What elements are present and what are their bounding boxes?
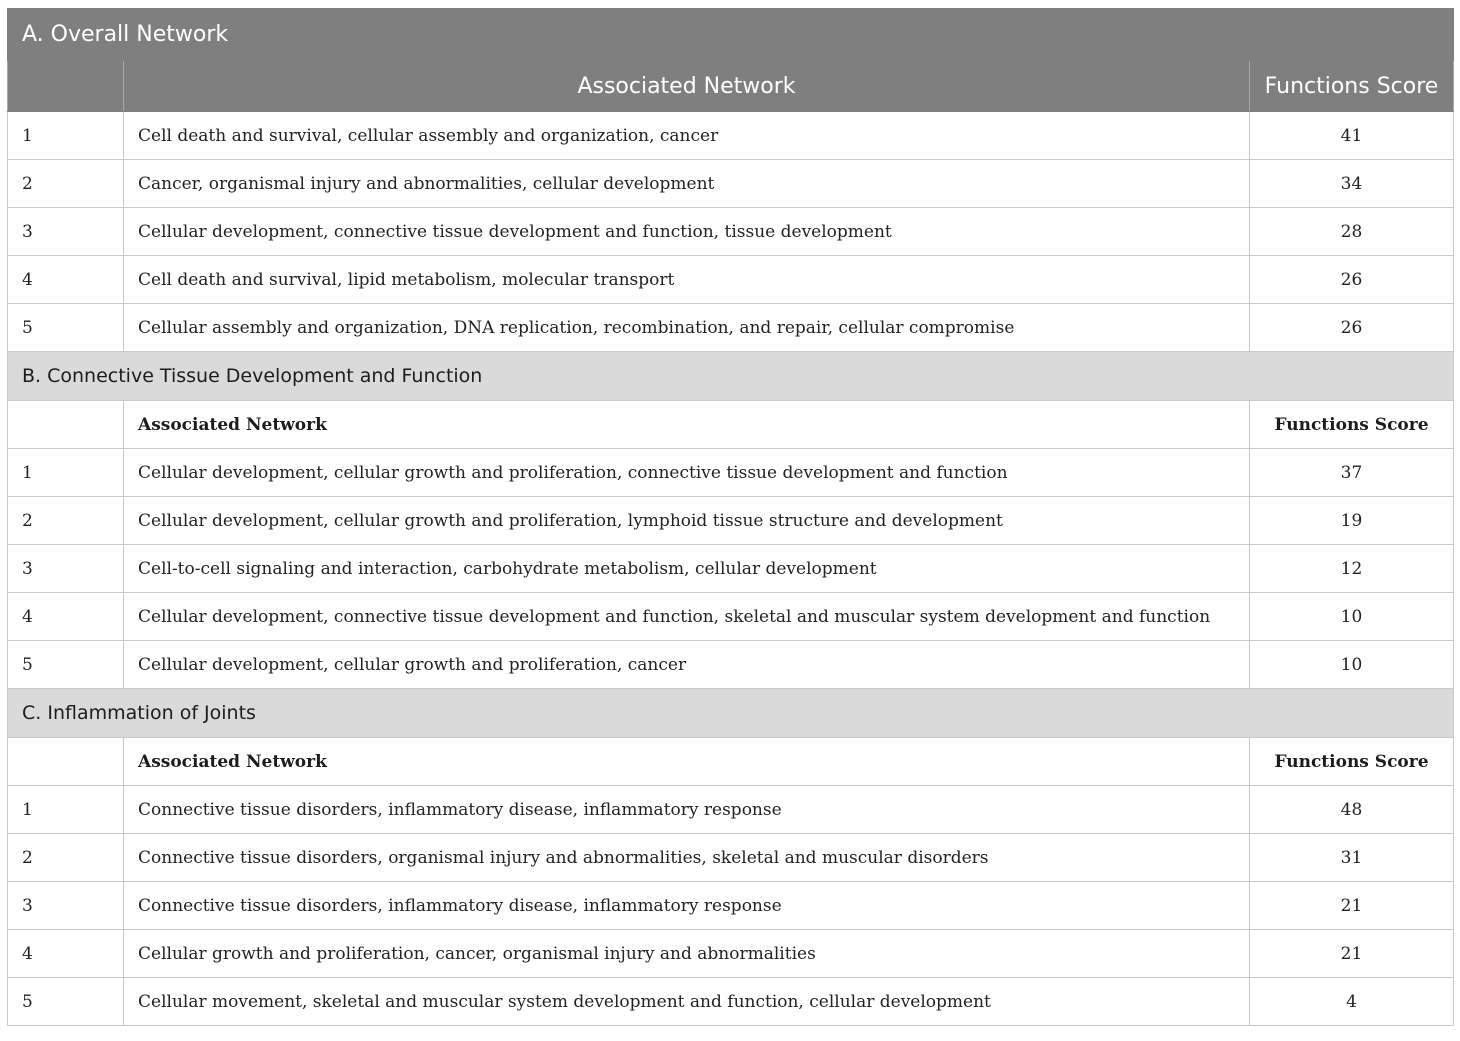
column-header-row [8,738,1454,786]
associated-network-cell: Cell death and survival, cellular assembly and organization, cancer [124,112,1250,160]
row-index: 3 [8,208,124,256]
index-column-header [8,738,124,786]
functions-score-cell: 34 [1250,160,1454,208]
section-title-row [8,9,1454,61]
associated-network-header: Associated Network [124,61,1250,112]
row-index: 3 [8,882,124,930]
table-row [8,641,1454,689]
row-index: 5 [8,641,124,689]
associated-network-cell: Connective tissue disorders, inflammatory disease, inflammatory response [124,882,1250,930]
functions-score-cell: 26 [1250,304,1454,352]
table-row [8,593,1454,641]
functions-score-cell: 21 [1250,930,1454,978]
associated-network-cell: Connective tissue disorders, inflammatory disease, inflammatory response [124,786,1250,834]
functions-score-cell: 37 [1250,449,1454,497]
associated-network-cell: Connective tissue disorders, organismal injury and abnormalities, skeletal and muscular disorders [124,834,1250,882]
associated-network-cell: Cellular development, connective tissue development and function, tissue development [124,208,1250,256]
associated-network-cell: Cellular movement, skeletal and muscular system development and function, cellular development [124,978,1250,1026]
functions-score-cell: 31 [1250,834,1454,882]
row-index: 2 [8,160,124,208]
functions-score-header: Functions Score [1250,738,1454,786]
associated-network-cell: Cellular development, connective tissue development and function, skeletal and muscular system development and function [124,593,1250,641]
row-index: 5 [8,304,124,352]
network-functions-table [7,8,1454,1026]
associated-network-cell: Cell-to-cell signaling and interaction, carbohydrate metabolism, cellular development [124,545,1250,593]
associated-network-header: Associated Network [124,738,1250,786]
section-title-row [8,689,1454,738]
functions-score-cell: 19 [1250,497,1454,545]
associated-network-header: Associated Network [124,401,1250,449]
table-row [8,834,1454,882]
table-row [8,160,1454,208]
functions-score-cell: 21 [1250,882,1454,930]
table-row [8,112,1454,160]
associated-network-cell: Cellular growth and proliferation, cancer, organismal injury and abnormalities [124,930,1250,978]
section-title-row [8,352,1454,401]
table-row [8,449,1454,497]
column-header-row [8,401,1454,449]
table-row [8,978,1454,1026]
associated-network-cell: Cellular assembly and organization, DNA replication, recombination, and repair, cellular compromise [124,304,1250,352]
table-row [8,304,1454,352]
table-row [8,786,1454,834]
section-title: A. Overall Network [8,9,1454,61]
column-header-row [8,61,1454,112]
section-title: B. Connective Tissue Development and Function [8,352,1454,401]
associated-network-cell: Cell death and survival, lipid metabolism, molecular transport [124,256,1250,304]
associated-network-cell: Cellular development, cellular growth and proliferation, connective tissue development and function [124,449,1250,497]
associated-network-cell: Cancer, organismal injury and abnormalities, cellular development [124,160,1250,208]
row-index: 1 [8,786,124,834]
functions-score-cell: 41 [1250,112,1454,160]
row-index: 4 [8,930,124,978]
row-index: 1 [8,449,124,497]
functions-score-cell: 12 [1250,545,1454,593]
functions-score-header: Functions Score [1250,401,1454,449]
table-row [8,545,1454,593]
row-index: 1 [8,112,124,160]
functions-score-cell: 48 [1250,786,1454,834]
table-row [8,497,1454,545]
row-index: 2 [8,834,124,882]
functions-score-header: Functions Score [1250,61,1454,112]
row-index: 2 [8,497,124,545]
table-row [8,208,1454,256]
table-row [8,930,1454,978]
associated-network-cell: Cellular development, cellular growth and proliferation, cancer [124,641,1250,689]
functions-score-cell: 10 [1250,641,1454,689]
associated-network-cell: Cellular development, cellular growth and proliferation, lymphoid tissue structure and development [124,497,1250,545]
index-column-header [8,61,124,112]
table-row [8,882,1454,930]
functions-score-cell: 28 [1250,208,1454,256]
row-index: 3 [8,545,124,593]
index-column-header [8,401,124,449]
functions-score-cell: 10 [1250,593,1454,641]
table-row [8,256,1454,304]
functions-score-cell: 4 [1250,978,1454,1026]
row-index: 4 [8,256,124,304]
section-title: C. Inflammation of Joints [8,689,1454,738]
row-index: 5 [8,978,124,1026]
functions-score-cell: 26 [1250,256,1454,304]
row-index: 4 [8,593,124,641]
